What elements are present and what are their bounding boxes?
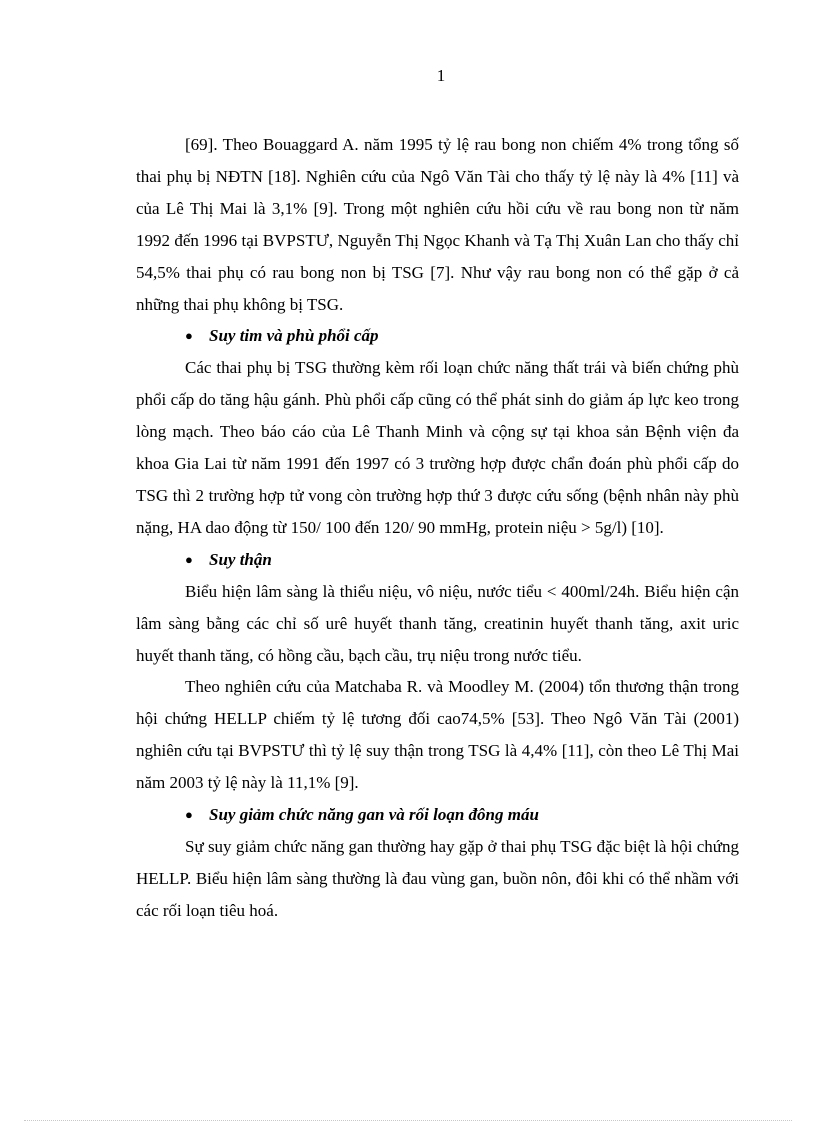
paragraph-liver-symptoms: Sự suy giảm chức năng gan thường hay gặp ở thai phụ TSG đặc biệt là hội chứng HELLP. Biểu hiện lâm sàng thường là đau vùng gan, buồn nôn, đôi khi có thể nhầm với các rối loạn tiêu hoá. — [136, 836, 739, 920]
paragraph-kidney-studies: Theo nghiên cứu của Matchaba R. và Moodley M. (2004) tổn thương thận trong hội chứng HELLP chiếm tỷ lệ tương đối cao74,5% [53]. Theo Ngô Văn Tài (2001) nghiên cứu tại BVPSTƯ thì tỷ lệ suy thận trong TSG là 4,4% [11], còn theo Lê Thị Mai năm 2003 tỷ lệ này là 11,1% [9]. — [136, 677, 739, 793]
heading-liver-failure — [136, 799, 739, 831]
heading-text: Suy thận — [209, 549, 272, 569]
heading-heart-failure — [136, 320, 739, 352]
document-body — [136, 129, 739, 927]
paragraph-placental-abruption: [69]. Theo Bouaggard A. năm 1995 tỷ lệ rau bong non chiếm 4% trong tổng số thai phụ bị NĐTN [18]. Nghiên cứu của Ngô Văn Tài cho thấy tỷ lệ này là 4% [11] và của Lê Thị Mai là 3,1% [9]. Trong một nghiên cứu hồi cứu về rau bong non từ năm 1992 đến 1996 tại BVPSTƯ, Nguyễn Thị Ngọc Khanh và Tạ Thị Xuân Lan cho thấy chỉ 54,5% thai phụ có rau bong non bị TSG [7]. Như vậy rau bong non có thể gặp ở cả những thai phụ không bị TSG. — [136, 135, 739, 314]
page-bottom-divider — [24, 1120, 792, 1121]
paragraph-kidney-symptoms: Biểu hiện lâm sàng là thiểu niệu, vô niệu, nước tiểu < 400ml/24h. Biểu hiện cận lâm sàng bằng các chỉ số urê huyết thanh tăng, creatinin huyết thanh tăng, axit uric huyết thanh tăng, có hồng cầu, bạch cầu, trụ niệu trong nước tiểu. — [136, 581, 739, 665]
heading-text: Suy giảm chức năng gan và rối loạn đông máu — [209, 805, 539, 825]
heading-kidney-failure — [136, 544, 739, 576]
bullet-icon: ● — [185, 807, 193, 823]
bullet-icon: ● — [185, 551, 193, 567]
paragraph-pulmonary-edema: Các thai phụ bị TSG thường kèm rối loạn chức năng thất trái và biến chứng phù phổi cấp do tăng hậu gánh. Phù phổi cấp cũng có thể phát sinh do giảm áp lực keo trong lòng mạch. Theo báo cáo của Lê Thanh Minh và cộng sự tại khoa sản Bệnh viện đa khoa Gia Lai từ năm 1991 đến 1997 có 3 trường hợp được chẩn đoán phù phổi cấp do TSG thì 2 trường hợp tử vong còn trường hợp thứ 3 được cứu sống (bệnh nhân này phù nặng, HA dao động từ 150/ 100 đến 120/ 90 mmHg, protein niệu > 5g/l) [10]. — [136, 358, 739, 537]
page-number: 1 — [436, 66, 446, 85]
heading-text: Suy tim và phù phổi cấp — [209, 326, 379, 346]
bullet-icon: ● — [185, 328, 193, 344]
